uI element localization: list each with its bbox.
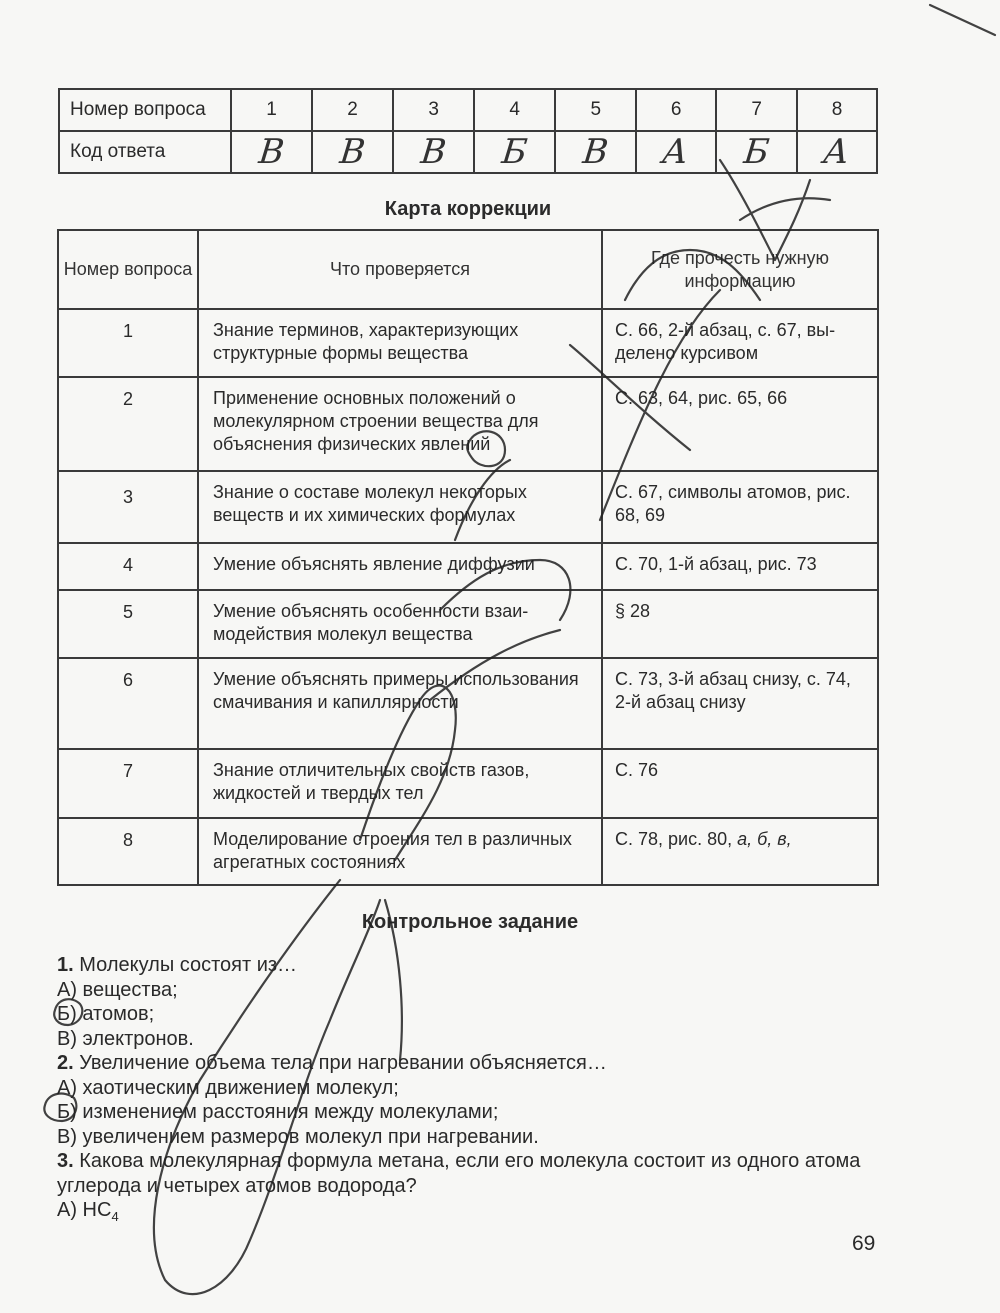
question-number: 3. <box>57 1150 74 1172</box>
question-number: 8 <box>797 89 877 131</box>
header-where: Где прочесть нужную информацию <box>602 230 878 309</box>
handwritten-answer: B <box>256 132 287 172</box>
question-number: 6 <box>636 89 716 131</box>
handwritten-answer: A <box>661 132 692 172</box>
row-where: С. 76 <box>602 749 878 818</box>
table-row <box>58 818 878 885</box>
correction-map-header <box>58 230 878 309</box>
option-subscript: 4 <box>111 1209 119 1224</box>
row-what: Умение объяснять особенности взаимодействия молекул вещества <box>198 590 602 658</box>
row-what: Умение объяснять явление диффузии <box>198 543 602 590</box>
question-3 <box>57 1149 887 1198</box>
answer-option: Б) изменением расстояния между молекулами; <box>57 1101 499 1123</box>
row-what: Знание о составе молекул некоторых веществ и их химических формулах <box>198 471 602 543</box>
handwritten-answer: A <box>822 132 852 172</box>
correction-map-title: Карта коррекции <box>384 198 552 220</box>
answer-table <box>58 88 878 174</box>
table-row <box>58 309 878 377</box>
control-task <box>57 953 887 1230</box>
row-what: Знание терминов, характеризующих структурные формы вещества <box>198 309 602 377</box>
table-row <box>58 471 878 543</box>
row-number: 2 <box>58 377 198 471</box>
row-number: 8 <box>58 818 198 885</box>
question-number: 1. <box>57 954 74 976</box>
question-text: Какова молекулярная формула метана, если его молекула состоит из одного атома углерода и четырех атомов водорода? <box>57 1150 861 1197</box>
row-where <box>602 818 878 885</box>
row-where: § 28 <box>602 590 878 658</box>
row-number: 1 <box>58 309 198 377</box>
answer-option <box>57 1198 887 1230</box>
question-1 <box>57 953 887 978</box>
question-number: 4 <box>474 89 555 131</box>
handwritten-answer: B <box>418 132 449 172</box>
question-number: 2 <box>312 89 393 131</box>
correction-map-table <box>57 229 879 886</box>
control-task-title: Контрольное задание <box>361 911 579 933</box>
answer-option: А) вещества; <box>57 978 178 1001</box>
row-number: 7 <box>58 749 198 818</box>
answer-option: В) увеличением размеров молекул при нагревании. <box>57 1125 539 1148</box>
row-number: 3 <box>58 471 198 543</box>
question-text: Увеличение объема тела при нагревании объясняется… <box>79 1052 607 1074</box>
answer-code-label: Код ответа <box>59 131 231 173</box>
question-text: Молекулы состоят из… <box>79 954 298 976</box>
row-number: 4 <box>58 543 198 590</box>
question-number: 5 <box>555 89 636 131</box>
row-what: Моделирование строения тел в различных агрегатных состояниях <box>198 818 602 885</box>
option-text: А) НС <box>57 1199 112 1221</box>
question-2 <box>57 1051 887 1076</box>
row-where-text: С. 78, рис. 80, <box>615 829 733 849</box>
row-number: 5 <box>58 590 198 658</box>
question-number: 1 <box>231 89 312 131</box>
row-where: С. 70, 1-й абзац, рис. 73 <box>602 543 878 590</box>
header-what: Что проверяется <box>198 230 602 309</box>
page-number: 69 <box>852 1232 876 1255</box>
header-number: Номер вопроса <box>58 230 198 309</box>
table-row <box>58 749 878 818</box>
row-what: Знание отличительных свойств газов, жидкостей и твердых тел <box>198 749 602 818</box>
row-where-italic: а, б, в, <box>737 829 792 849</box>
row-where: С. 73, 3-й абзац снизу, с. 74, 2-й абзац снизу <box>602 658 878 749</box>
handwritten-answer: B <box>337 132 368 172</box>
answer-option: А) хаотическим движением молекул; <box>57 1076 399 1099</box>
table-row <box>58 590 878 658</box>
row-where: С. 66, 2-й абзац, с. 67, выделено курсивом <box>602 309 878 377</box>
table-row <box>58 658 878 749</box>
question-number-label: Номер вопроса <box>59 89 231 131</box>
question-number-row <box>59 89 877 131</box>
row-where: С. 63, 64, рис. 65, 66 <box>602 377 878 471</box>
row-where: С. 67, символы атомов, рис. 68, 69 <box>602 471 878 543</box>
handwritten-answer: B <box>580 132 611 172</box>
row-what: Применение основных положений о молекулярном строении вещества для объяснения физических явлений <box>198 377 602 471</box>
table-row <box>58 377 878 471</box>
row-what: Умение объяснять примеры использования смачивания и капиллярности <box>198 658 602 749</box>
row-number: 6 <box>58 658 198 749</box>
answer-option: Б) атомов; <box>57 1003 155 1025</box>
handwritten-answer: Б <box>741 132 772 172</box>
table-row <box>58 543 878 590</box>
question-number: 2. <box>57 1052 74 1074</box>
handwritten-answer: Б <box>499 132 530 172</box>
question-number: 3 <box>393 89 474 131</box>
answer-code-row <box>59 131 877 173</box>
question-number: 7 <box>716 89 797 131</box>
answer-option: В) электронов. <box>57 1027 194 1050</box>
